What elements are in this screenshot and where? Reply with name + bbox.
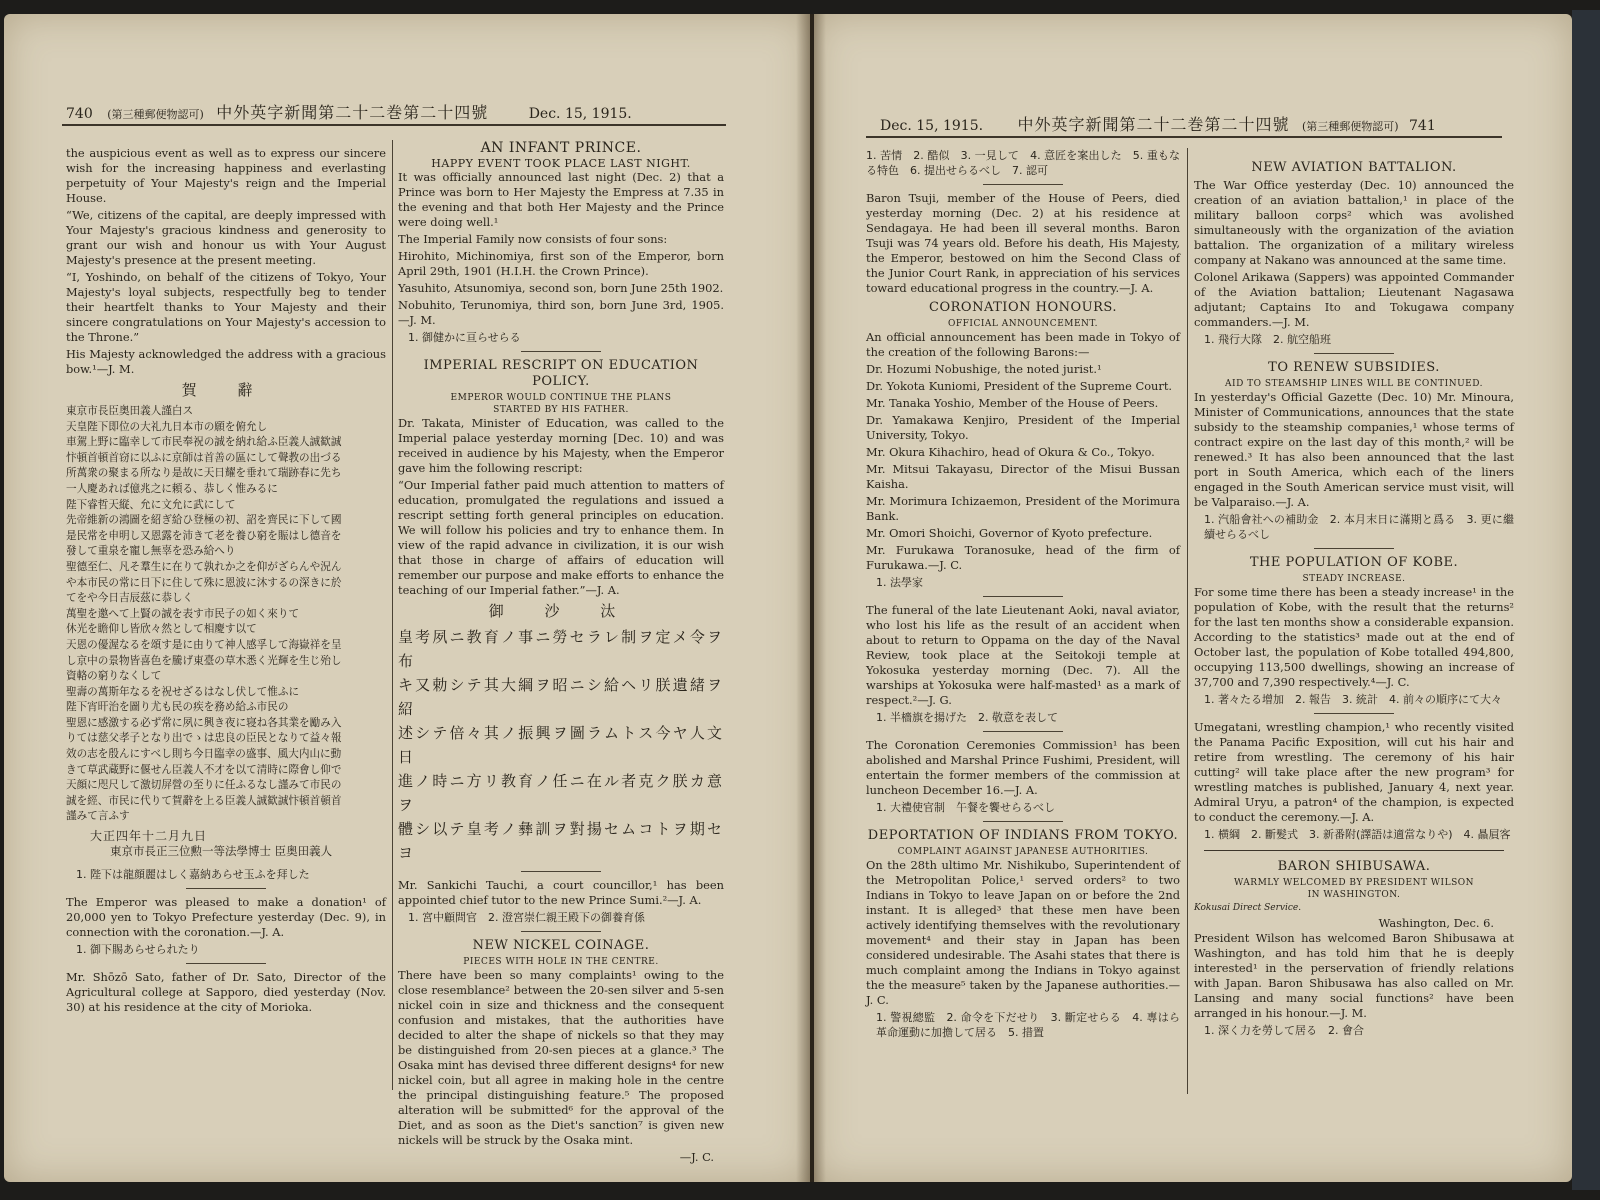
header-rule [866, 136, 1502, 138]
article-subheading: IN WASHINGTON. [1307, 890, 1401, 900]
footnote: 1. 陛下は龍顔麗はしく嘉納あらせ玉ふを拜した [76, 868, 310, 882]
right-column-2 [1194, 156, 1514, 1096]
article-paragraph: Dr. Takata, Minister of Education, was called to the Imperial palace yesterday morning [Dec. 10) and was received in audience by his Majesty, when the Emperor gave him the following rescript: [398, 416, 724, 475]
jp-line: 萬聖を邀へて上賢の誠を表す市民子の如く來りて [66, 607, 300, 620]
article-paragraph: “We, citizens of the capital, are deeply impressed with Your Majesty's gracious kindness and generosity to grant our wish and honour us with Your August Majesty's presence at the present meeting. [66, 208, 386, 267]
signature-line: 東京市長正三位勲一等法學博士 臣奥田義人 [110, 844, 333, 859]
section-rule [1314, 548, 1394, 549]
jp-line: 車駕上野に臨幸して市民奉祝の誠を納れ給ふ臣義人誠歓誠 [66, 436, 342, 449]
jp-line: 聖壽の萬斯年なるを祝せざるはなし伏して惟ふに [66, 685, 300, 698]
rescript-text [398, 625, 724, 865]
jp-line: 休光を瞻仰し皆欣々然として相慶す以て [66, 623, 257, 636]
congratulation-title: 賀 辭 [181, 381, 271, 399]
issue-date: Dec. 15, 1915. [528, 106, 632, 122]
article-paragraph: In yesterday's Official Gazette (Dec. 10) Mr. Minoura, Minister of Communications, announces that the state subsidy to the steamship companies,¹ whose terms of contract expire on the last day of this month,² will be renewed.³ It has also been announced that the last port in South America, which each of the liners engaged in the South American service must visit, will be Valparaiso.—J. A. [1194, 390, 1514, 509]
baron-entry: Dr. Hozumi Nobushige, the noted jurist.¹ [866, 362, 1102, 376]
article-paragraph: Mr. Sankichi Tauchi, a court councillor,¹ has been appointed chief tutor to the new Prince Sumi.²—J. A. [398, 878, 724, 907]
article-subheading: OFFICIAL ANNOUNCEMENT. [948, 319, 1098, 329]
baron-entry: Dr. Yamakawa Kenjiro, President of the Imperial University, Tokyo. [866, 413, 1180, 442]
jp-line: 謹みて言ふす [66, 810, 130, 823]
dateline: Washington, Dec. 6. [1378, 916, 1494, 930]
article-paragraph: Mr. Shōzō Sato, father of Dr. Sato, Director of the Agricultural college at Sapporo, died yesterday (Nov. 30) at his residence at the city of Morioka. [66, 970, 386, 1015]
jp-line: 陛下宵旰治を圖り尤も民の疾を務め給ふ市民の [66, 701, 289, 714]
jp-line: 先帝維新の鴻圖を紹ぎ給ひ登極の初、詔を齊民に下して國 [66, 514, 342, 527]
section-rule [521, 931, 601, 932]
section-rule [983, 596, 1063, 597]
article-paragraph: Baron Tsuji, member of the House of Peers, died yesterday morning (Dec. 2) at his residence at Sendagaya. He had been ill several months. Baron Tsuji was 74 years old. Before his death, His Majesty, the Emperor, bestowed on him the Second Class of the Junior Court Rank, in appreciation of his services toward educational progress in the country.—J. A. [866, 191, 1180, 295]
article-paragraph: The Imperial Family now consists of four sons: [398, 232, 668, 246]
footnote: 1. 深く力を勞して居る 2. 會合 [1204, 1024, 1364, 1037]
mail-class: (第三種郵便物認可) [1301, 120, 1399, 133]
article-heading: TO RENEW SUBSIDIES. [1268, 360, 1440, 375]
article-signature: —J. C. [679, 1150, 714, 1164]
page-number: 740 [66, 106, 93, 122]
baron-entry: Mr. Mitsui Takayasu, Director of the Misui Bussan Kaisha. [866, 462, 1180, 491]
jp-line: 是民常を申明し又恩露を沛きて老を養ひ窮を賑はし德音を [66, 529, 342, 542]
article-paragraph: “Our Imperial father paid much attention to matters of education, promulgated the regulations and issued a rescript setting forth general principles on education. We will follow his policies and try to enhance them. In view of the rapid advance in civilization, it is our wish that those in charge of affairs of education will remember our purpose and make efforts to enhance the teaching of our Imperial father.”—J. A. [398, 478, 724, 597]
article-paragraph: Nobuhito, Terunomiya, third son, born June 3rd, 1905.—J. M. [398, 298, 724, 327]
article-paragraph: The funeral of the late Lieutenant Aoki, naval aviator, who lost his life as the result of an accident when about to return to Oppama on the day of the Naval Review, took place at the Seitokoji temple at Yokosuka yesterday morning (Dec. 7). All the warships at Yokosuka were half-masted¹ as a mark of respect.²—J. G. [866, 603, 1180, 707]
article-heading: NEW NICKEL COINAGE. [472, 938, 650, 953]
article-paragraph: It was officially announced last night (Dec. 2) that a Prince was born to Her Majesty the Empress at 7.35 in the evening and that both Her Majesty and the Prince were doing well.¹ [398, 170, 724, 229]
baron-entry: Mr. Omori Shoichi, Governor of Kyoto prefecture. [866, 526, 1153, 540]
jp-line: 誠を經、市民に代りて賀辭を上る臣義人誠歓誠忭頓首頓首 [66, 794, 342, 807]
footnote: 1. 宮中顧問官 2. 澄宮崇仁親王殿下の御養育係 [408, 911, 645, 924]
article-heading: NEW AVIATION BATTALION. [1251, 160, 1457, 175]
article-subheading: COMPLAINT AGAINST JAPANESE AUTHORITIES. [897, 847, 1149, 857]
article-heading: DEPORTATION OF INDIANS FROM TOKYO. [867, 828, 1179, 843]
left-column-1 [66, 146, 386, 1096]
mail-class: (第三種郵便物認可) [107, 108, 204, 121]
article-paragraph: For some time there has been a steady increase¹ in the population of Kobe, with the result that the returns² for the last ten months show a considerable expansion. According to the statistics³ made out at the end of October last, the population of Kobe totalled 494,800, occupying 113,500 dwellings, showing an increase of 37,700 and 7,390 respectively.⁴—J. C. [1194, 585, 1514, 689]
baron-entry: Mr. Okura Kihachiro, head of Okura & Co., Tokyo. [866, 445, 1155, 459]
footnote: 1. 苦情 2. 酷似 3. 一見して 4. 意匠を案出した 5. 重もなる特色 6. 提出せらるべし 7. 認可 [866, 149, 1180, 177]
article-paragraph: The War Office yesterday (Dec. 10) announced the creation of an aviation battalion,¹ in place of the military balloon corps² which was avolished simultaneously with the organization of the aviation battalion. The organization of a military wireless company at Nakano was announced at the same time. [1194, 178, 1514, 267]
footnote: 1. 飛行大隊 2. 航空船班 [1204, 333, 1331, 346]
jp-line: 東京市長臣奥田義人謹白ス [66, 405, 194, 417]
section-rule [186, 888, 266, 889]
issue-date: Dec. 15, 1915. [880, 118, 984, 134]
article-subheading: HAPPY EVENT TOOK PLACE LAST NIGHT. [431, 157, 691, 170]
jp-line: 天顔に咫尺して激切屏營の至りに任ふるなし謹みて市民の [66, 779, 342, 792]
footnote: 1. 御健かに亘らせらる [408, 331, 521, 344]
article-heading: IMPERIAL RESCRIPT ON EDUCATION POLICY. [423, 358, 699, 389]
footnote: 1. 警視總監 2. 命令を下だせり 3. 斷定せらる 4. 專はら革命運動に加擔して居る 5. 措置 [876, 1011, 1180, 1039]
jp-line: 效の志を殷んにすべし則ち今日臨幸の盛事、風大内山に動 [66, 748, 342, 761]
article-paragraph: On the 28th ultimo Mr. Nishikubo, Superintendent of the Metropolitan Police,¹ served orders² to two Indians in Tokyo to leave Japan on or before the 2nd instant. It is alleged³ that these men have been actively identifying themselves with the revolutionary movement⁴ and their stay in Japan has been considered undesirable. The Asahi states that there is much complaint among the Indians in Tokyo against the the measure⁵ taken by the Japanese authorities.—J. C. [866, 858, 1180, 1007]
article-paragraph: the auspicious event as well as to express our sincere wish for the increasing happiness and everlasting perpetuity of Your Majesty's reign and the Imperial House. [66, 146, 386, 205]
article-heading: AN INFANT PRINCE. [480, 140, 642, 156]
article-subheading: STARTED BY HIS FATHER. [493, 405, 629, 415]
right-column-1 [866, 148, 1180, 1096]
rescript-title: 御 沙 汰 [488, 602, 634, 620]
section-rule [983, 821, 1063, 822]
rescript-line: 述シテ倍々其ノ振興ヲ圖ラムトス今ヤ人文日 [398, 724, 724, 766]
rescript-line: キ又勅シテ其大綱ヲ昭ニシ給ヘリ朕遺緒ヲ紹 [398, 676, 724, 718]
article-heading: BARON SHIBUSAWA. [1277, 859, 1431, 874]
journal-title: 中外英字新聞第二十二巻第二十四號 [216, 103, 489, 122]
rescript-line: 皇考夙ニ教育ノ事ニ勞セラレ制ヲ定メ令ヲ布 [398, 628, 724, 670]
congratulation-text [66, 404, 386, 825]
article-subheading: EMPEROR WOULD CONTINUE THE PLANS [450, 393, 672, 403]
column-divider [1187, 148, 1188, 1094]
page-number: 741 [1409, 118, 1436, 134]
section-rule [1314, 353, 1394, 354]
baron-entry: Mr. Morimura Ichizaemon, President of the Morimura Bank. [866, 494, 1180, 523]
jp-line: 聖德至仁、凡そ羣生に在りて孰れか之を仰がざらんや況ん [66, 560, 342, 573]
jp-line: 資輅の窮りなくして [66, 670, 162, 683]
right-running-header [880, 112, 1436, 135]
section-rule [1314, 713, 1394, 714]
section-rule [186, 963, 266, 964]
column-divider [392, 140, 393, 1090]
section-rule [521, 351, 601, 352]
article-heading: CORONATION HONOURS. [929, 300, 1117, 315]
jp-line: りては慈父孝子となり出でゝは忠良の臣民となりて益々報 [66, 732, 342, 745]
rescript-line: 體シ以テ皇考ノ彝訓ヲ對揚セムコトヲ期セヨ [398, 820, 724, 862]
footnote: 1. 法學家 [876, 576, 923, 589]
date-line: 大正四年十二月九日 [90, 829, 208, 844]
section-rule [1204, 850, 1504, 851]
footnote: 1. 半檣旗を揚げた 2. 敬意を表して [876, 711, 1058, 724]
wire-credit: Kokusai Direct Service. [1194, 903, 1302, 913]
book-binding [1572, 10, 1600, 1190]
jp-line: 所萬衆の聚まる所なり是故に天日耀を垂れて瑞跡春に先ち [66, 467, 342, 480]
jp-line: きて草武蔵野に偃せん臣義人不才を以て清時に際會し仰で [66, 763, 342, 776]
jp-line: てをや今日吉辰茲に恭しく [66, 592, 194, 605]
section-rule [983, 731, 1063, 732]
jp-line: 忭頓首頓首窃に以ふに京師は首善の區にして聲教の出づる [66, 451, 342, 464]
article-paragraph: “I, Yoshindo, on behalf of the citizens of Tokyo, Your Majesty's loyal subjects, respectfully beg to tender their heartfelt thanks to Your Majesty and their sincere congratulations on Your Majesty's accession to the Throne.” [66, 270, 386, 344]
jp-line: 天皇陛下即位の大礼九日本市の願を俯允し [66, 420, 268, 433]
jp-line: 發して重泉を寵し無辜を恐み給へり [66, 545, 236, 558]
left-running-header [66, 100, 632, 123]
article-paragraph: An official announcement has been made in Tokyo of the creation of the following Barons:— [866, 330, 1180, 359]
jp-line: 聖恩に感激する必ず常に夙に興き夜に寝ね各其業を勵み入 [66, 716, 342, 729]
jp-line: 陛下睿哲天縦、允に文允に武にして [66, 498, 236, 511]
article-paragraph: Yasuhito, Atsunomiya, second son, born June 25th 1902. [398, 281, 724, 295]
footnote: 1. 大禮使官制 午餐を饗せらるべし [876, 801, 1055, 814]
book-gutter [796, 14, 826, 1182]
article-subheading: STEADY INCREASE. [1302, 574, 1406, 584]
rescript-line: 進ノ時ニ方リ教育ノ任ニ在ル者克ク朕カ意ヲ [398, 772, 724, 814]
article-heading: THE POPULATION OF KOBE. [1249, 555, 1459, 570]
article-subheading: PIECES WITH HOLE IN THE CENTRE. [463, 957, 659, 967]
jp-line: 一人慶あれば億兆之に頼る、恭しく惟みるに [66, 482, 278, 495]
article-paragraph: Umegatani, wrestling champion,¹ who recently visited the Panama Pacific Exposition, will cut his hair and retire from wrestling. The ceremony of his hair cutting² will take place after the new program³ for wrestling matches is published, January 4, next year. Admiral Uryu, a patron⁴ of the champion, is expected to conduct the ceremony.—J. A. [1194, 720, 1514, 824]
footnote: 1. 汽船會社への補助金 2. 本月末日に滿期と爲る 3. 更に繼續せらるべし [1204, 513, 1514, 541]
footnote: 1. 御下賜あらせられたり [76, 943, 200, 957]
header-rule [62, 124, 726, 126]
section-rule [983, 184, 1063, 185]
baron-entry: Dr. Yokota Kuniomi, President of the Supreme Court. [866, 379, 1173, 393]
jp-line: 天恩の優渥なるを頌す是に由りて神人感孚して海嶽祥を呈 [66, 638, 342, 651]
article-paragraph: The Emperor was pleased to make a donation¹ of 20,000 yen to Tokyo Prefecture yesterday (Dec. 9), in connection with the coronation.—J. A. [66, 895, 386, 940]
footnote: 1. 横綱 2. 斷髪式 3. 新番附(譯語は適當なりや) 4. 贔屓客 [1204, 828, 1511, 841]
baron-entry: Mr. Tanaka Yoshio, Member of the House of Peers. [866, 396, 1159, 410]
article-paragraph: President Wilson has welcomed Baron Shibusawa at Washington, and has told him that he is deeply interested¹ in the perservation of friendly relations with Japan. Baron Shibusawa has also called on Mr. Lansing and many social functions² have been arranged in his honour.—J. M. [1194, 931, 1514, 1020]
footnote: 1. 著々たる增加 2. 報告 3. 統計 4. 前々の順序にて大々 [1204, 693, 1502, 706]
article-subheading: AID TO STEAMSHIP LINES WILL BE CONTINUED. [1225, 379, 1483, 389]
article-paragraph: Hirohito, Michinomiya, first son of the Emperor, born April 29th, 1901 (H.I.H. the Crown Prince). [398, 249, 724, 278]
left-column-2 [398, 136, 724, 1164]
article-paragraph: There have been so many complaints¹ owing to the close resemblance² between the 20-sen silver and 5-sen nickel coin in size and thickness and the consequent confusion and mistakes, that the authorities have decided to alter the shape of nickels so that they may be distinguished from 20-sen pieces at a glance.³ The Osaka mint has devised three different designs⁴ for new nickel coin, but all agree in making hole in the centre the principal distinguishing feature.⁵ The proposed alteration will be submitted⁶ for the approval of the Diet, and as soon as the Diet's sanction⁷ is given new nickels will be struck by the Osaka mint. [398, 968, 724, 1147]
jp-line: し京中の景物皆喜色を騰げ東臺の草木悉く光輝を生じ殆し [66, 654, 342, 667]
article-paragraph: Colonel Arikawa (Sappers) was appointed Commander of the Aviation battalion; Lieutenant Nagasawa adjutant; Captains Ito and Tokugawa company commanders.—J. M. [1194, 270, 1514, 329]
article-paragraph: The Coronation Ceremonies Commission¹ has been abolished and Marshal Prince Fushimi, President, will entertain the former members of the commission at luncheon December 16.—J. A. [866, 738, 1180, 797]
journal-title: 中外英字新聞第二十二巻第二十四號 [1017, 115, 1290, 134]
article-subheading: WARMLY WELCOMED BY PRESIDENT WILSON [1233, 878, 1475, 888]
article-paragraph: His Majesty acknowledged the address with a gracious bow.¹—J. M. [66, 347, 386, 376]
baron-entry: Mr. Furukawa Toranosuke, head of the firm of Furukawa.—J. C. [866, 543, 1180, 572]
jp-line: や本市民の常に日下に住して殊に恩波に沐するの深きに於 [66, 576, 342, 589]
section-rule [521, 871, 601, 872]
